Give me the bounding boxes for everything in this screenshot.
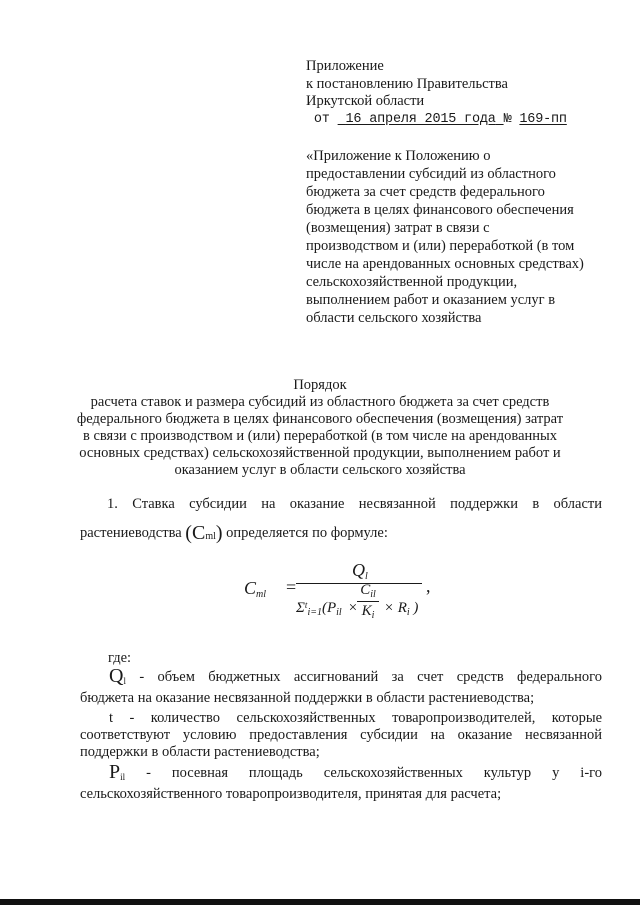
approval-date-line	[306, 111, 606, 129]
definition-p	[80, 761, 602, 803]
annex-line: предоставлении субсидий из областного	[306, 166, 556, 182]
definition-text: - объем бюджетных ассигнований за счет средств федерального	[139, 669, 602, 685]
formula-numerator: $Q_l$	[352, 560, 368, 582]
annex-reference	[306, 147, 606, 327]
paragraph-1-line-2	[80, 524, 602, 546]
paragraph-1-text-after: определяется по формуле:	[226, 525, 388, 541]
annex-line: выполнением работ и оказанием услуг в	[306, 292, 556, 308]
annex-line: сельскохозяйственной продукции,	[306, 274, 518, 290]
document-heading: Порядок	[293, 377, 347, 393]
definition-symbol: $P_{il}$	[109, 761, 126, 783]
number-prefix: №	[503, 111, 512, 127]
subtitle-line: основных средствах) сельскохозяйственной продукции, выполнением работ и	[79, 445, 561, 461]
approval-block	[306, 58, 606, 128]
definition-text: - посевная площадь сельскохозяйственных культур у i-го	[146, 765, 602, 781]
rate-formula	[244, 548, 464, 638]
annex-line: производством и (или) переработкой (в том	[306, 238, 575, 254]
number-value: 169-пп	[519, 111, 567, 127]
approval-line-3: Иркутской области	[306, 93, 425, 109]
formula-denominator: $\Sigma^t_{i=1}(P_{il}$ × × $R_i$ )	[296, 600, 419, 618]
paragraph-1-line-1: 1. Ставка субсидии на оказание несвязанной поддержки в области	[107, 496, 602, 512]
paragraph-1-text-before: растениеводства	[80, 525, 182, 541]
approval-line-1: Приложение	[306, 58, 384, 74]
subtitle-line: расчета ставок и размера субсидий из областного бюджета за счет средств	[90, 394, 550, 410]
annex-line: области сельского хозяйства	[306, 310, 482, 326]
page-bottom-edge	[0, 899, 640, 905]
approval-line-2: к постановлению Правительства	[306, 75, 508, 92]
definition-continuation: бюджета на оказание несвязанной поддержки в области растениеводства;	[80, 690, 535, 706]
definition-symbol: t	[109, 710, 114, 726]
definition-continuation: поддержки в области растениеводства;	[80, 744, 320, 760]
where-label: где:	[108, 650, 132, 666]
subtitle-line: оказанием услуг в области сельского хозяйства	[174, 462, 466, 478]
annex-line: бюджета за счет средств федерального	[306, 184, 545, 200]
date-value: 16 апреля 2015 года	[345, 111, 496, 127]
formula-comma: ,	[426, 576, 431, 596]
formula-inner-fraction: $C_{il}$ $K_i$	[357, 582, 379, 621]
paragraph-1	[80, 495, 602, 546]
formula-lhs: $C_{ml}$	[244, 578, 267, 600]
document-subtitle	[40, 394, 600, 479]
definition-t	[80, 710, 602, 761]
definition-q	[80, 665, 602, 707]
annex-line: (возмещения) затрат в связи с	[306, 220, 490, 236]
definition-text: - количество сельскохозяйственных товаропроизводителей, которые	[129, 710, 602, 726]
definition-continuation: сельскохозяйственного товаропроизводителя, принятая для расчета;	[80, 786, 502, 802]
annex-line: «Приложение к Положению о	[306, 148, 491, 164]
formula-equals: =	[286, 577, 297, 597]
annex-line: бюджета в целях финансового обеспечения	[306, 202, 574, 218]
date-prefix: от	[313, 111, 330, 127]
rate-symbol: (Cml)	[185, 522, 223, 544]
definitions-list	[80, 665, 602, 806]
definition-symbol: $Q_l$	[109, 665, 126, 687]
definition-continuation: соответствуют условию предоставления субсидии на оказание несвязанной	[80, 727, 602, 743]
subtitle-line: в связи с производством и (или) переработкой (в том числе на арендованных	[82, 428, 558, 444]
subtitle-line: федерального бюджета в целях финансового обеспечения (возмещения) затрат	[76, 411, 564, 427]
annex-line: числе на арендованных основных средствах)	[306, 256, 584, 272]
